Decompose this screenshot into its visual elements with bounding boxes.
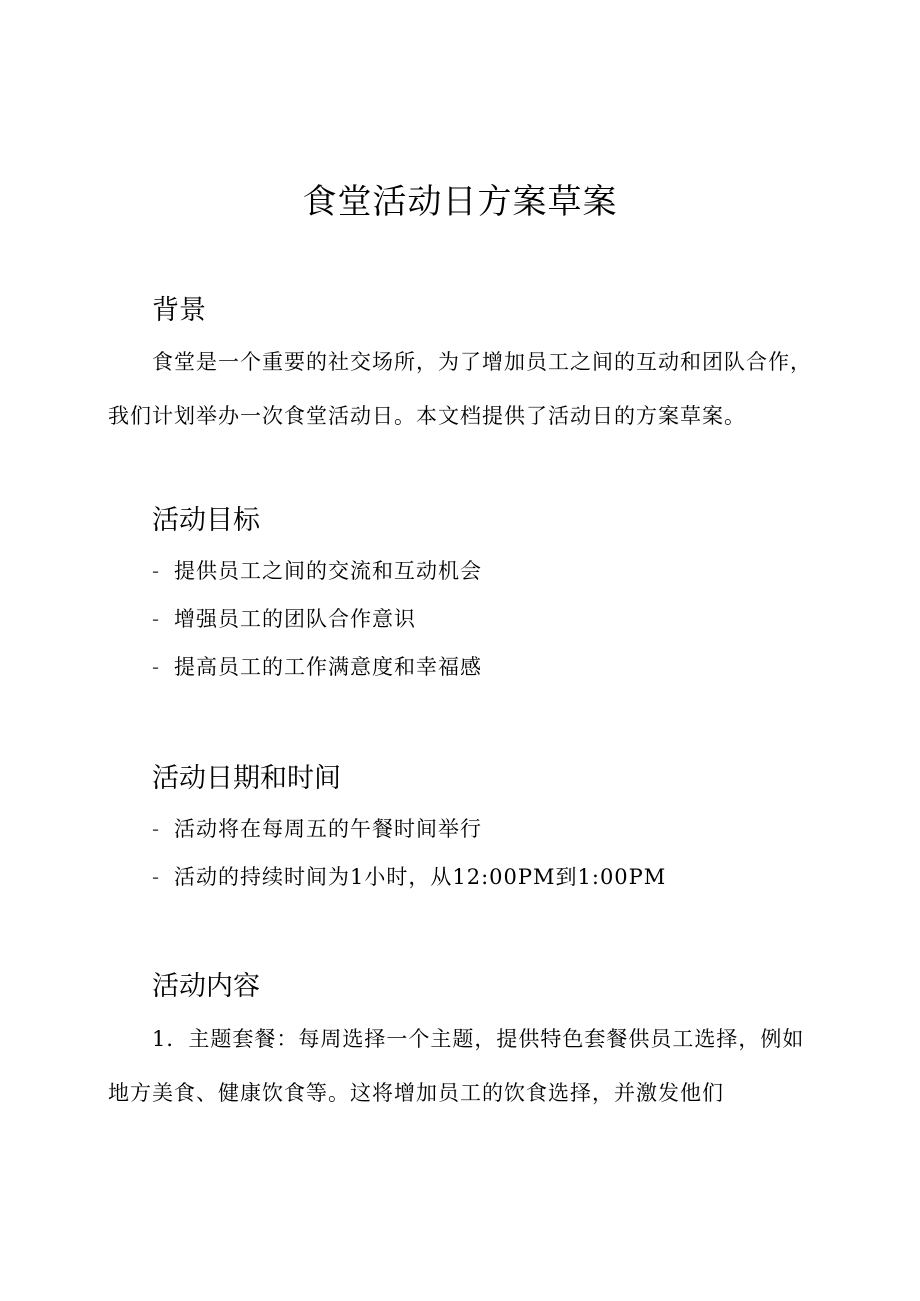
- goal-item-text: 提高员工的工作满意度和幸福感: [174, 655, 482, 679]
- schedule-list-item: [152, 862, 666, 892]
- section-heading-background: 背景: [152, 295, 206, 326]
- goal-list-item: [152, 652, 482, 682]
- goal-list-item: [152, 604, 416, 634]
- goal-list-item: [152, 556, 482, 586]
- schedule-item-text: 活动将在每周五的午餐时间举行: [174, 817, 482, 841]
- bullet-dash: -: [152, 607, 161, 631]
- bullet-dash: -: [152, 817, 161, 841]
- section-heading-content: 活动内容: [152, 971, 260, 1002]
- background-paragraph: 食堂是一个重要的社交场所，为了增加员工之间的互动和团队合作，我们计划举办一次食堂活动日。本文档提供了活动日的方案草案。: [108, 350, 812, 428]
- goal-item-text: 提供员工之间的交流和互动机会: [174, 559, 482, 583]
- document-title: 食堂活动日方案草案: [302, 182, 618, 222]
- goal-item-text: 增强员工的团队合作意识: [174, 607, 416, 631]
- section-heading-goals: 活动目标: [152, 505, 260, 536]
- bullet-dash: -: [152, 655, 161, 679]
- bullet-dash: -: [152, 865, 161, 889]
- schedule-item-text: 活动的持续时间为1小时，从12:00PM到1:00PM: [174, 865, 667, 889]
- content-paragraph: 1．主题套餐：每周选择一个主题，提供特色套餐供员工选择，例如地方美食、健康饮食等。这将增加员工的饮食选择，并激发他们: [108, 1027, 805, 1105]
- bullet-dash: -: [152, 559, 161, 583]
- schedule-list-item: [152, 814, 482, 844]
- section-heading-date-time: 活动日期和时间: [152, 763, 341, 794]
